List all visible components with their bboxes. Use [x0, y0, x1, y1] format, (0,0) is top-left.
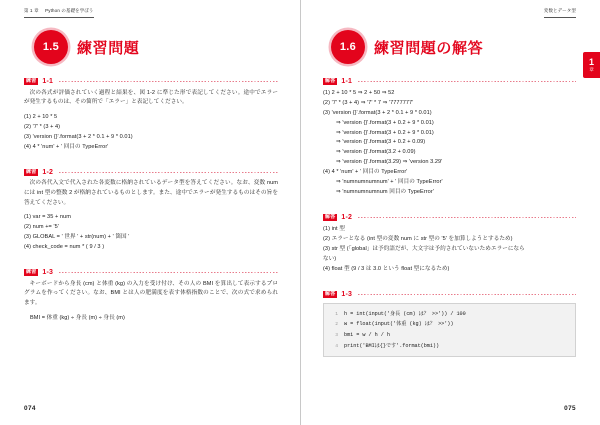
list-item: ⇒ 'version {}'.format(3 + 0.2 + 9 * 0.01) [336, 119, 434, 126]
answer-item-list [323, 225, 576, 275]
list-item: ⇒ 'version {}'.format(3.2 + 0.09) [336, 149, 416, 156]
exercise-tag: 練習 [26, 168, 37, 175]
exercise-header [24, 269, 278, 276]
answer-header [323, 78, 576, 85]
answer-number: 1-1 [341, 78, 353, 86]
list-item: (3) GLOBAL = ' 世界 ' + str(num) + ' 箇国 ' [24, 234, 130, 241]
answer-number: 1-2 [341, 214, 353, 222]
list-item: (1) int 型 [323, 225, 345, 232]
running-head-title: 変数とデータ型 [543, 8, 576, 13]
page-number-right: 075 [564, 405, 576, 412]
running-head-chapter: 第 1 章 [24, 8, 39, 13]
running-head-right [544, 8, 576, 18]
list-item: ⇒ 'version {}'.format(3 + 0.2 + 0.09) [336, 139, 426, 146]
answer-item-list [323, 89, 576, 198]
exercise-block-1-1 [24, 78, 278, 153]
list-item: (4) 4 * 'num' + ' 回目の TypeError' [24, 143, 109, 150]
exercise-block-1-3 [24, 269, 278, 323]
dotted-rule [358, 81, 576, 82]
left-page-body [24, 78, 278, 334]
list-item: (3) str 型 (「global」は予約語だが、大文字は予約されていないためエラーになら [323, 245, 525, 252]
section-title: 練習問題の解答 [374, 39, 484, 57]
exercise-header [24, 78, 278, 85]
list-item: (1) 2 + 10 * 5 ⇒ 2 + 50 ⇒ 52 [323, 89, 395, 96]
exercise-item-list [24, 113, 278, 153]
list-item: ⇒ 'version {}'.format(3 + 0.2 + 9 * 0.01) [336, 129, 434, 136]
code-line-text: print('BMIは{}です'.format(bmi)) [344, 342, 440, 349]
code-line-number: 4 [335, 343, 338, 349]
section-number-badge: 1.6 [331, 30, 365, 64]
list-item: ⇒ 'numnumnumnum' + ' 回目の TypeError' [336, 179, 443, 186]
exercise-number: 1-1 [42, 78, 54, 86]
code-line [327, 341, 571, 352]
list-item: (4) float 型 (9 / 3 は 3.0 という float 型になるため) [323, 265, 450, 272]
right-page [300, 0, 600, 425]
code-block [323, 303, 576, 358]
code-line-number: 2 [335, 322, 338, 328]
list-item: (2) '7' * (3 + 4) ⇒ '7' * 7 ⇒ '7777777' [323, 99, 414, 106]
exercise-number: 1-3 [42, 269, 54, 277]
answer-number: 1-3 [341, 290, 353, 298]
exercise-number: 1-2 [42, 168, 54, 176]
list-item: (4) check_code = num * ( 9 / 3 ) [24, 244, 105, 251]
list-item: (3) 'version {}'.format(3 + 2 * 0.1 + 9 * 0.01) [24, 133, 133, 140]
list-item: ない) [323, 255, 337, 262]
exercise-paragraph: 次の各式が評価されていく過程と結果を、図 1-2 に準じた形で表記してください。途中でエラーが発生するものは、その箇所で「エラー」と表記してください。 [24, 89, 278, 106]
chapter-thumb-tab [583, 52, 600, 78]
section-title: 練習問題 [77, 39, 140, 57]
answer-block-1-2 [323, 214, 576, 274]
chapter-tab-number: 1 [588, 56, 594, 67]
exercise-paragraph: キーボードから身長 (cm) と体重 (kg) の入力を受け付け、その人の BMI を算出して表示するプログラムを作ってください。なお、BMI とは人の肥満度を表す体格指数のことで、次の式で求められます。 [24, 280, 278, 306]
dotted-rule [59, 172, 278, 173]
answer-block-1-3 [323, 291, 576, 358]
bmi-formula: BMI = 体重 (kg) ÷ 身長 (m) ÷ 身長 (m) [30, 314, 125, 321]
list-item: (1) 2 + 10 * 5 [24, 113, 58, 120]
list-item: (2) エラーとなる (int 型の変数 num に str 型の '5' を加算しようとするため) [323, 235, 513, 242]
code-line [327, 319, 571, 330]
answer-header [323, 291, 576, 298]
right-page-body [323, 78, 576, 368]
list-item: (4) 4 * 'num' + ' 回目の TypeError' [323, 169, 408, 176]
running-head-title: Python の基礎を学ぼう [45, 8, 94, 13]
code-line [327, 309, 571, 320]
code-line-text: bmi = w / h / h [344, 332, 390, 339]
list-item: (2) '7' * (3 + 4) [24, 123, 61, 130]
code-line [327, 330, 571, 341]
list-item: (2) num += '5' [24, 224, 59, 231]
page-number-left: 074 [24, 405, 36, 412]
answer-tag: 解答 [325, 214, 336, 221]
section-heading-1-5 [34, 30, 139, 64]
answer-tag: 解答 [325, 78, 336, 84]
dotted-rule [59, 272, 278, 273]
answer-block-1-1 [323, 78, 576, 198]
chapter-tab-label: 章 [589, 67, 594, 73]
dotted-rule [358, 294, 576, 295]
section-number-badge: 1.5 [34, 30, 68, 64]
code-line-text: h = int(input('身長 (cm) は？ >>')) / 100 [344, 310, 466, 317]
answer-tag: 解答 [325, 290, 336, 297]
section-heading-1-6 [331, 30, 483, 64]
exercise-block-1-2 [24, 169, 278, 253]
list-item: (3) 'version {}'.format(3 + 2 * 0.1 + 9 * 0.01) [323, 109, 432, 116]
code-line-number: 3 [335, 333, 338, 339]
dotted-rule [59, 81, 278, 82]
list-item: ⇒ 'numnumnumnum 回目の TypeError' [336, 189, 434, 196]
running-head-left [24, 8, 94, 18]
answer-header [323, 214, 576, 221]
exercise-header [24, 169, 278, 176]
list-item: (1) var = 35 + num [24, 214, 71, 221]
exercise-paragraph: 次の各代入文で代入された各変数に格納されているデータ型を答えてください。なお、変数 num には int 型の整数 2 が格納されているものとします。また、途中でエラーが発生するものはその旨を答えてください。 [24, 180, 278, 206]
exercise-item-list [24, 213, 278, 253]
exercise-tag: 練習 [26, 269, 37, 276]
exercise-tag: 練習 [26, 78, 37, 84]
code-line-text: w = float(input('体重 (kg) は？ >>')) [344, 321, 454, 328]
list-item: ⇒ 'version {}'.format(3.29) ⇒ 'version 3.29' [336, 159, 443, 166]
code-line-number: 1 [335, 311, 338, 317]
dotted-rule [358, 217, 576, 218]
